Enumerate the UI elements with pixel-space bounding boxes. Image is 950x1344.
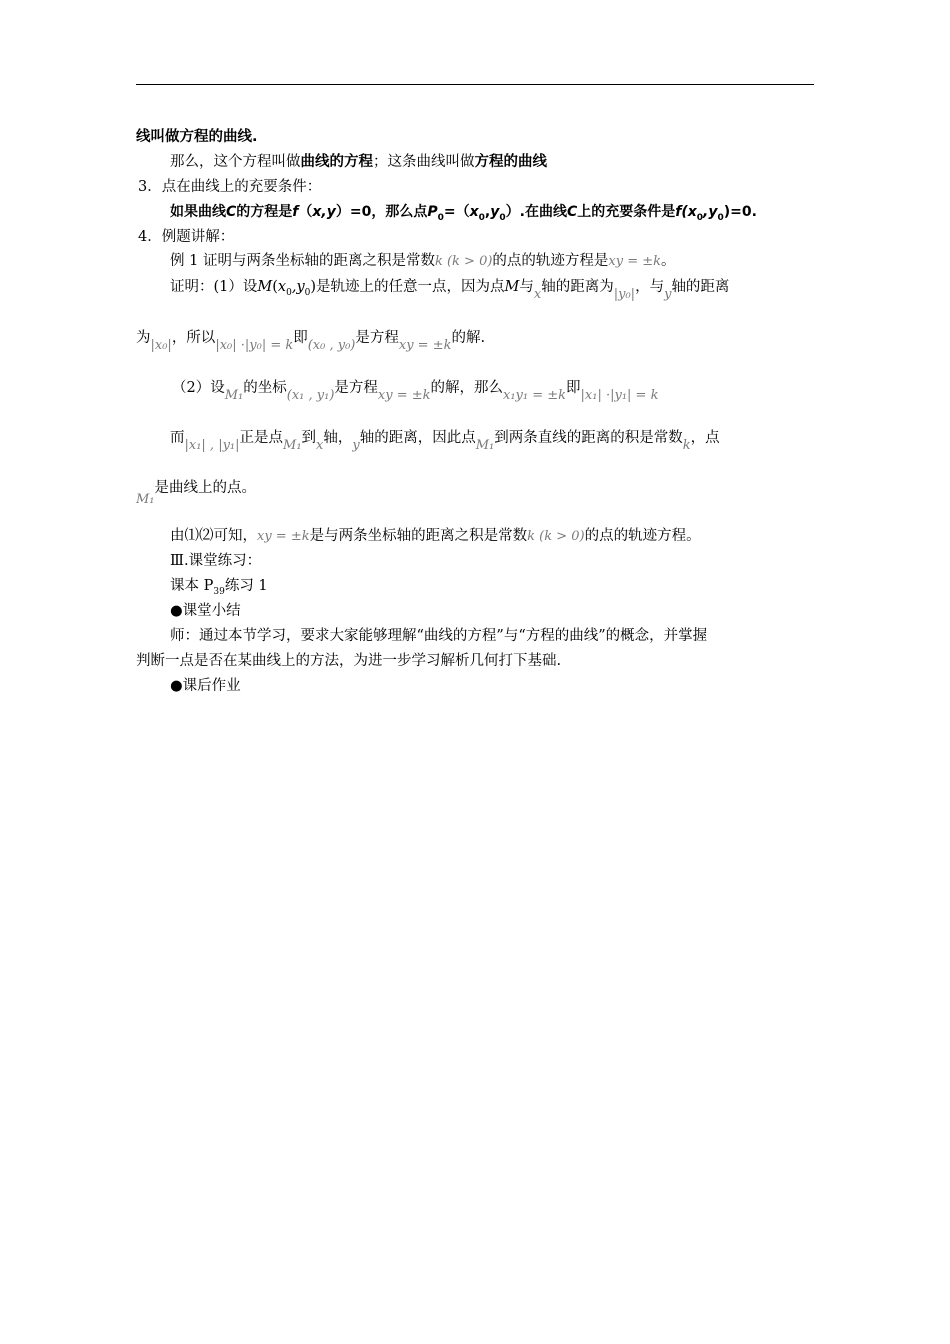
- math-y-axis: y: [664, 287, 672, 302]
- text-span: （2）设: [172, 380, 225, 396]
- subscript: 0: [717, 212, 724, 223]
- math-y-axis: y: [352, 438, 360, 453]
- proof-part-2-line-1: [172, 378, 659, 403]
- text-span: ，与: [635, 279, 665, 295]
- text-span: =（: [443, 204, 470, 220]
- text-span: ；这条曲线叫做: [373, 154, 475, 170]
- var-fx: f(x: [675, 204, 697, 220]
- text-span: 到两条直线的距离的积是常数: [494, 430, 683, 446]
- text-span: 轴的距离为: [541, 279, 614, 295]
- subscript: 0: [478, 212, 485, 223]
- math-M1: M₁: [475, 438, 495, 453]
- text-span: （: [298, 204, 313, 220]
- proof-part-1-line-1: [170, 277, 729, 303]
- text-span: 练习 1: [224, 578, 268, 594]
- text-span: 轴的距离，因此点: [359, 430, 476, 446]
- text-line-condition: [170, 202, 757, 228]
- text-line-1: [136, 127, 258, 147]
- text-span: 如果曲线: [170, 204, 226, 220]
- text-span: 由⑴⑵可知，: [170, 528, 257, 544]
- text-span: 到: [301, 430, 317, 446]
- math-x-axis: x: [533, 287, 542, 302]
- subscript: 0: [499, 212, 506, 223]
- subscript-page: 39: [213, 586, 225, 597]
- math-M1: M₁: [283, 438, 302, 453]
- math-x-axis: x: [316, 438, 324, 453]
- text-span: 是方程: [355, 330, 399, 346]
- math-abs-x1-y1: |x₁| , |y₁|: [184, 438, 240, 453]
- text-span: 课本 P: [170, 578, 214, 594]
- text-span: 那么，这个方程叫做: [170, 154, 301, 170]
- text-span: 师：通过本节学习，要求大家能够理解“曲线的方程”与“方程的曲线”的概念，并掌握: [170, 628, 708, 644]
- var-y: ,y: [703, 204, 718, 220]
- text-span: 的点的轨迹方程。: [584, 528, 701, 544]
- summary-line-2: [136, 651, 561, 671]
- var-P: P: [427, 204, 438, 220]
- text-span: 例 1 证明与两条坐标轴的距离之积是常数: [170, 253, 435, 269]
- section-heading-homework: [170, 676, 241, 696]
- math-abs-x0: |x₀|: [150, 338, 172, 353]
- section-heading-3: [138, 177, 321, 197]
- text-span: 正是点: [239, 430, 284, 446]
- text-span: (: [272, 279, 278, 295]
- text-span: 的解，那么: [430, 380, 504, 396]
- text-span: 与: [519, 279, 534, 295]
- var-y: ,y: [291, 279, 305, 295]
- text-span: 即: [566, 380, 581, 396]
- summary-line-1: [170, 626, 707, 646]
- math-xy-pm-k: xy = ±k: [608, 254, 662, 269]
- math-point-x0-y0: (x₀ , y₀): [307, 338, 356, 353]
- text-span: ）.在曲线: [505, 204, 567, 220]
- text-span: Ⅲ.课堂练习：: [170, 553, 262, 569]
- text-span: 3．点在曲线上的充要条件：: [138, 179, 322, 195]
- text-line-2: [170, 152, 547, 172]
- var-y: y: [490, 204, 500, 220]
- math-M1: M₁: [136, 492, 155, 507]
- bold-term-curve-equation: 曲线的方程: [300, 154, 373, 170]
- text-span: 而: [170, 430, 185, 446]
- subscript: 0: [286, 287, 292, 298]
- text-span: )=0.: [723, 204, 757, 220]
- text-span: 上的充要条件是: [577, 204, 676, 220]
- proof-part-1-line-2: [136, 328, 486, 353]
- text-span: ）=0，那么点: [335, 204, 428, 220]
- text-span: 轴，: [323, 430, 353, 446]
- math-abs-product-eq-k: |x₁| ·|y₁| = k: [580, 388, 659, 403]
- example-1-statement: [170, 251, 676, 272]
- math-product-eq-k: |x₀| ·|y₀| = k: [215, 338, 294, 353]
- text-curve-definition-end: 线叫做方程的曲线.: [136, 129, 258, 145]
- subscript: 0: [437, 212, 444, 223]
- text-span: 的解.: [451, 330, 486, 346]
- var-x: x: [277, 279, 287, 295]
- var-M: M: [257, 279, 273, 295]
- math-x1y1-pm-k: x₁y₁ = ±k: [503, 388, 567, 403]
- subscript: 0: [696, 212, 704, 223]
- textbook-exercise: [170, 576, 268, 602]
- text-span: 是方程: [334, 380, 378, 396]
- var-xy: x,y: [312, 204, 336, 220]
- text-span: 是曲线上的点。: [154, 480, 257, 496]
- text-span: ●课堂小结: [170, 603, 241, 619]
- text-span: 的坐标: [243, 380, 287, 396]
- text-span: 为: [136, 330, 151, 346]
- text-span: )是轨迹上的任意一点，因为点: [310, 279, 505, 295]
- text-span: 证明：(1）设: [170, 279, 258, 295]
- section-heading-summary: [170, 601, 241, 621]
- proof-part-2-line-2: [170, 428, 720, 453]
- proof-conclusion: [170, 526, 701, 547]
- text-span: ●课后作业: [170, 678, 241, 694]
- math-point-x1-y1: (x₁ , y₁): [286, 388, 335, 403]
- text-span: 的点的轨迹方程是: [492, 253, 609, 269]
- text-span: 判断一点是否在某曲线上的方法，为进一步学习解析几何打下基础.: [136, 653, 562, 669]
- math-k: k: [682, 438, 691, 453]
- math-xy-pm-k: xy = ±k: [377, 388, 431, 403]
- math-xy-pm-k: xy = ±k: [398, 338, 452, 353]
- text-span: ,: [484, 204, 491, 220]
- text-span: 是与两条坐标轴的距离之积是常数: [309, 528, 528, 544]
- header-rule: [136, 84, 814, 85]
- subscript: 0: [304, 287, 311, 298]
- bold-term-equation-curve: 方程的曲线: [474, 154, 547, 170]
- text-span: 4．例题讲解：: [138, 229, 235, 245]
- var-C: C: [566, 204, 578, 220]
- text-span: 轴的距离: [671, 279, 730, 295]
- section-heading-4: [138, 227, 234, 247]
- text-span: 即: [293, 330, 308, 346]
- text-span: 的方程是: [236, 204, 293, 220]
- text-span: ，所以: [171, 330, 216, 346]
- math-k-positive: k (k > 0): [527, 529, 585, 544]
- text-span: 。: [661, 253, 676, 269]
- var-x: x: [469, 204, 479, 220]
- var-f: f: [292, 204, 299, 220]
- proof-part-2-line-3: [136, 478, 257, 507]
- math-M1: M₁: [224, 388, 244, 403]
- math-abs-y0: |y₀|: [613, 287, 636, 302]
- math-k-positive: k (k > 0): [434, 254, 493, 269]
- section-heading-practice: [170, 551, 261, 571]
- var-M: M: [504, 279, 520, 295]
- var-C: C: [226, 204, 237, 220]
- text-span: ，点: [690, 430, 720, 446]
- math-xy-pm-k: xy = ±k: [257, 529, 310, 544]
